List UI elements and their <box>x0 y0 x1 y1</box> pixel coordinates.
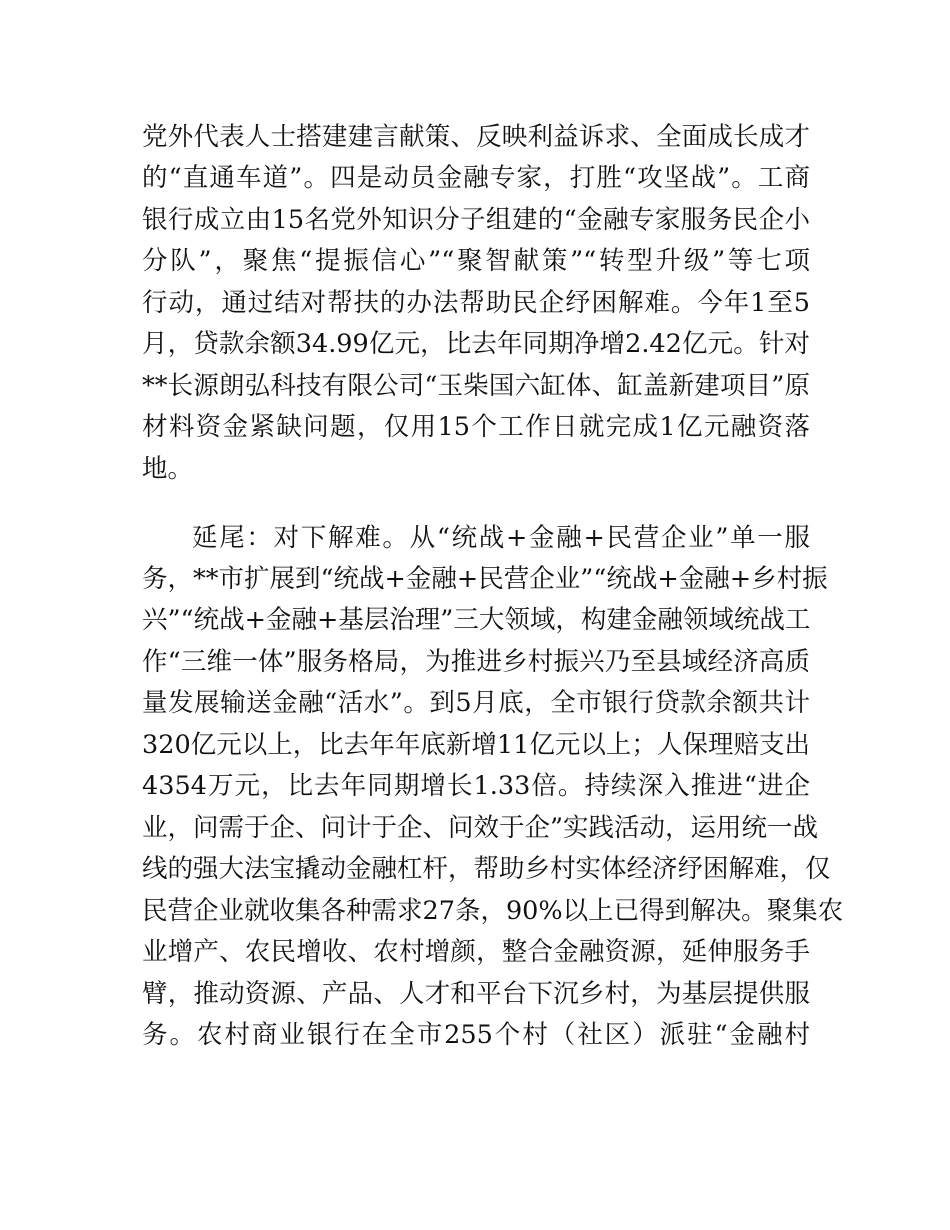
paragraph-1-line-7: **长源朗弘科技有限公司“玉柴国六缸体、缸盖新建项目”原 <box>142 371 810 401</box>
paragraph-2-line-9: 线的强大法宝撬动金融杠杆，帮助乡村实体经济纾困解难，仅 <box>142 854 831 884</box>
paragraph-2-line-13: 务。农村商业银行在全市255个村（社区）派驻“金融村 <box>142 1020 810 1050</box>
paragraph-1-line-3: 银行成立由15名党外知识分子组建的“金融专家服务民企小 <box>142 205 810 235</box>
paragraph-2-line-1: 延尾：对下解难。从“统战+金融+民营企业”单一服 <box>192 523 810 553</box>
paragraph-2-line-2: 务，**市扩展到“统战+金融+民营企业”“统战+金融+乡村振 <box>142 564 828 594</box>
paragraph-2-line-10: 民营企业就收集各种需求27条，90%以上已得到解决。聚集农 <box>142 896 844 926</box>
paragraph-1-line-5: 行动，通过结对帮扶的办法帮助民企纾困解难。今年1至5 <box>142 288 810 318</box>
paragraph-2-line-5: 量发展输送金融“活水”。到5月底，全市银行贷款余额共计 <box>142 688 810 718</box>
paragraph-1-line-8: 材料资金紧缺问题，仅用15个工作日就完成1亿元融资落 <box>142 412 810 442</box>
paragraph-2-line-4: 作“三维一体”服务格局，为推进乡村振兴乃至县域经济高质 <box>142 647 810 677</box>
paragraph-1-line-9: 地。 <box>142 454 194 484</box>
paragraph-1-line-2: 的“直通车道”。四是动员金融专家，打胜“攻坚战”。工商 <box>142 163 810 193</box>
paragraph-2-line-8: 业，问需于企、问计于企、问效于企”实践活动，运用统一战 <box>142 813 819 843</box>
paragraph-1-line-6: 月，贷款余额34.99亿元，比去年同期净增2.42亿元。针对 <box>142 329 810 359</box>
paragraph-2-line-11: 业增产、农民增收、农村增颜，整合金融资源，延伸服务手 <box>142 937 810 967</box>
paragraph-2-line-7: 4354万元，比去年同期增长1.33倍。持续深入推进“进企 <box>142 771 810 801</box>
paragraph-1-line-4: 分队”，聚焦“提振信心”“聚智献策”“转型升级”等七项 <box>142 246 810 276</box>
paragraph-1-line-1: 党外代表人士搭建建言献策、反映利益诉求、全面成长成才 <box>142 122 810 152</box>
paragraph-2-line-6: 320亿元以上，比去年年底新增11亿元以上；人保理赔支出 <box>142 730 810 760</box>
paragraph-2-line-3: 兴”“统战+金融+基层治理”三大领域，构建金融领域统战工 <box>142 605 811 635</box>
paragraph-2-line-12: 臂，推动资源、产品、人才和平台下沉乡村，为基层提供服 <box>142 979 810 1009</box>
